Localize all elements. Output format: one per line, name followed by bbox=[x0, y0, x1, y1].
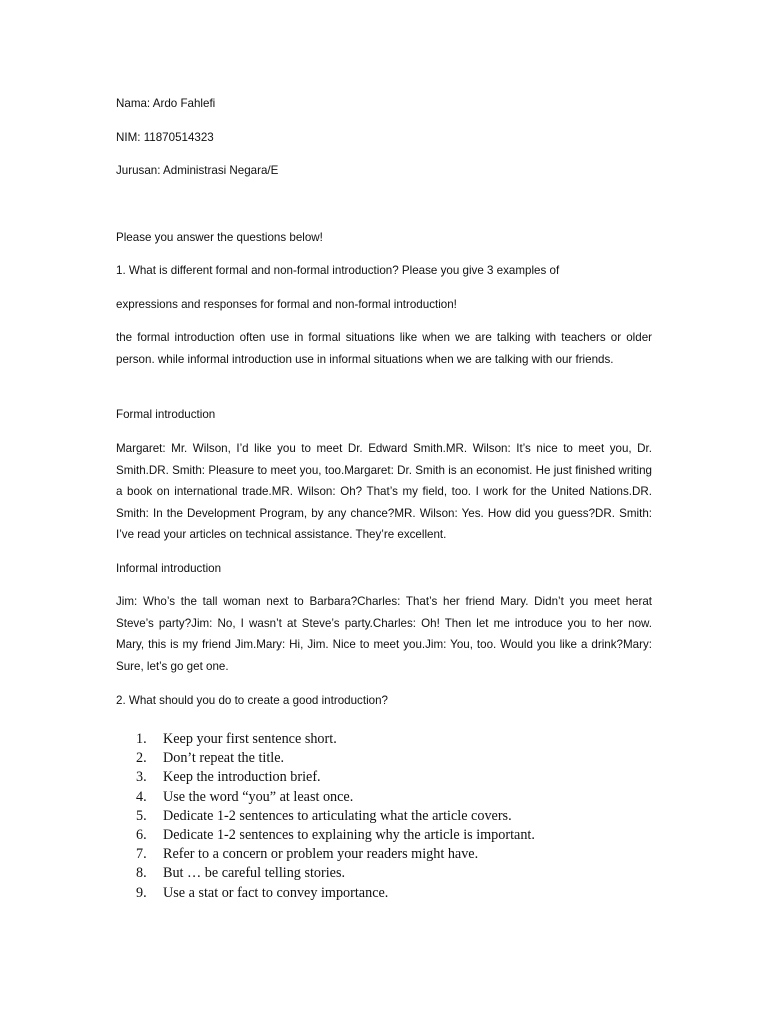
list-item-number: 9. bbox=[136, 884, 147, 901]
formal-dialogue: Margaret: Mr. Wilson, I’d like you to meet Dr. Edward Smith.MR. Wilson: It’s nice to meet you, Dr. Smith.DR. Smith: Pleasure to meet you, too.Margaret: Dr. Smith is an economist. He just finished writing a book on international trade.MR. Wilson: Oh? That’s my field, too. I work for the United Nations.DR. Smith: In the Development Program, by any chance?MR. Wilson: Yes. How did you guess?DR. Smith: I’ve read your articles on technical assistance. They’re excellent. bbox=[116, 442, 652, 541]
list-item bbox=[136, 749, 656, 768]
list-item bbox=[136, 807, 656, 826]
list-item bbox=[136, 864, 656, 883]
list-item-number: 6. bbox=[136, 827, 147, 844]
student-nim: NIM: 11870514323 bbox=[116, 131, 214, 144]
list-item bbox=[136, 768, 656, 787]
student-name: Nama: Ardo Fahlefi bbox=[116, 97, 216, 110]
question-1-answer: the formal introduction often use in formal situations like when we are talking with teachers or older person. while informal introduction use in informal situations when we are talking with our friends. bbox=[116, 331, 652, 366]
student-department: Jurusan: Administrasi Negara/E bbox=[116, 164, 279, 177]
list-item-number: 2. bbox=[136, 750, 147, 767]
list-item bbox=[136, 845, 656, 864]
list-item bbox=[136, 730, 656, 749]
list-item-text: Dedicate 1-2 sentences to explaining why the article is important. bbox=[163, 827, 535, 844]
list-item-number: 3. bbox=[136, 769, 147, 786]
list-item-text: Keep the introduction brief. bbox=[163, 769, 321, 786]
list-item-text: Use a stat or fact to convey importance. bbox=[163, 884, 389, 901]
list-item-number: 7. bbox=[136, 846, 147, 863]
list-item-text: But … be careful telling stories. bbox=[163, 865, 346, 882]
informal-heading: Informal introduction bbox=[116, 562, 222, 575]
informal-dialogue: Jim: Who’s the tall woman next to Barbara?Charles: That’s her friend Mary. Didn’t you meet herat Steve’s party?Jim: No, I wasn’t at Steve’s party.Charles: Oh! Then let me introduce you to her now. Mary, this is my friend Jim.Mary: Hi, Jim. Nice to meet you.Jim: You, too. Would you like a drink?Mary: Sure, let’s go get one. bbox=[116, 595, 652, 673]
introduction-tips-list bbox=[136, 730, 656, 903]
list-item-number: 4. bbox=[136, 788, 147, 805]
list-item-number: 5. bbox=[136, 807, 147, 824]
list-item-number: 8. bbox=[136, 865, 147, 882]
list-item-text: Use the word “you” at least once. bbox=[163, 788, 354, 805]
list-item-text: Keep your first sentence short. bbox=[163, 731, 337, 747]
instruction-text: Please you answer the questions below! bbox=[116, 231, 323, 244]
list-item bbox=[136, 826, 656, 845]
list-item-text: Don’t repeat the title. bbox=[163, 750, 285, 767]
formal-heading: Formal introduction bbox=[116, 408, 216, 421]
question-2-text: 2. What should you do to create a good introduction? bbox=[116, 694, 388, 707]
list-item bbox=[136, 788, 656, 807]
question-1-line-2: expressions and responses for formal and non-formal introduction! bbox=[116, 298, 457, 311]
list-item-text: Refer to a concern or problem your readers might have. bbox=[163, 846, 479, 863]
question-1-line-1: 1. What is different formal and non-formal introduction? Please you give 3 examples of bbox=[116, 264, 560, 277]
list-item-number: 1. bbox=[136, 731, 147, 747]
list-item-text: Dedicate 1-2 sentences to articulating what the article covers. bbox=[163, 807, 512, 824]
list-item bbox=[136, 884, 656, 903]
